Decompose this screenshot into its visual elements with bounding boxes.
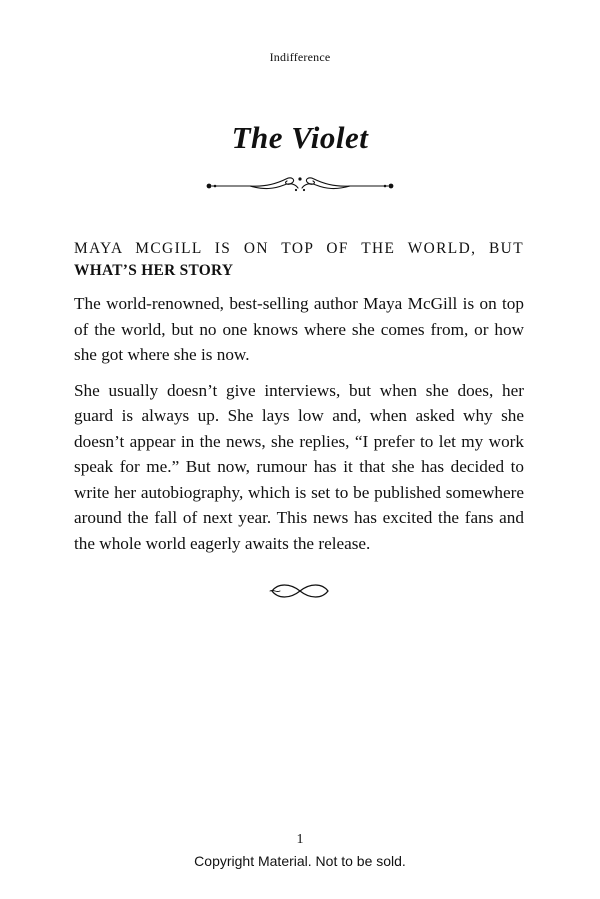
chapter-body <box>74 238 524 566</box>
chapter-title: The Violet <box>231 120 369 155</box>
lead-in-bold: WHAT’S HER STORY <box>74 262 234 279</box>
page-number: 1 <box>296 832 304 847</box>
flourish-divider-icon <box>204 170 396 198</box>
lead-in-caps: MAYA MCGILL IS ON TOP OF THE WORLD, BUT <box>74 240 524 257</box>
body-paragraph: She usually doesn’t give interviews, but when she does, her guard is always up. She lays low and, when asked why she doesn’t appear in the news, she replies, “I prefer to let my work speak for me.” But now, rumour has it that she has decided to write her autobiography, which is set to be published somewhere around the fall of next year. This news has excited the fans and the whole world eagerly awaits the release. <box>74 380 524 553</box>
copyright-notice: Copyright Material. Not to be sold. <box>194 853 406 869</box>
running-header: Indifference <box>269 50 331 64</box>
infinity-flourish-icon <box>268 580 332 602</box>
chapter-lead-in <box>74 238 524 282</box>
body-paragraph: The world-renowned, best-selling author Maya McGill is on top of the world, but no one knows where she comes from, or how she got where she is now. <box>74 294 524 364</box>
